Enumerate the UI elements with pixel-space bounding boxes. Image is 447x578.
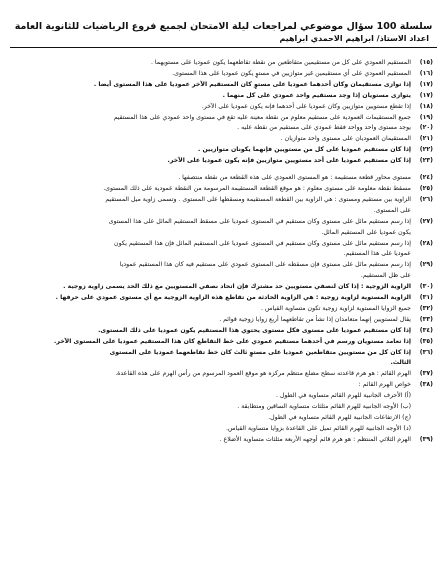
statement-row: [12, 156, 433, 167]
statement-number: [411, 249, 433, 260]
statement-group-1: [12, 58, 433, 167]
statement-text: (أ) الأحرف الجانبية للهرم القائم متساوية في الطول .: [276, 392, 411, 400]
statement-number: (١٥): [419, 59, 433, 66]
statement-row: [12, 58, 433, 69]
statement-number: (٢٣): [419, 157, 433, 165]
statement-row: [12, 134, 433, 145]
statement-row: [12, 435, 433, 446]
statement-row: [12, 380, 433, 391]
statement-row: [12, 80, 433, 91]
statement-number: (٣٤): [419, 326, 433, 334]
statement-number: (٣٨): [419, 381, 433, 389]
statement-text: خواص الهرم القائم :: [358, 381, 411, 389]
statement-number: (٢١): [419, 135, 433, 143]
statement-number: [411, 206, 433, 217]
statement-text: (ج) الارتفاعات الجانبية للهرم القائم متساوية في الطول.: [268, 414, 411, 421]
statement-number: [411, 391, 433, 402]
statement-number: (٢٤): [419, 174, 433, 182]
statement-number: (٣٦): [419, 348, 433, 356]
statement-list: [12, 58, 433, 446]
statement-text: إذا رسم مستقيم مائل على مستوى وكان مستقيم في المستوى عموديا على المستقيم المائل فإن هذا المستقيم يكون: [114, 239, 411, 247]
statement-row: [12, 69, 433, 80]
statement-number: (٢٥): [419, 184, 433, 192]
page-header: [14, 20, 433, 44]
page-title: سلسلة 100 سؤال موضوعي لمراجعات ليلة الامتحان لجميع فروع الرياضيات للثانوية العامة: [14, 21, 433, 32]
statement-text: يقال لمستويين إنهما متعامدان إذا نشأ من تقاطعهما أربع زوايا زوجية قوائم .: [219, 315, 411, 323]
statement-row: [12, 260, 433, 271]
statement-number: (١٧): [419, 91, 433, 99]
statement-row: [12, 173, 433, 184]
author-line: اعداد الاستاذ/ ابراهيم الاحمدي ابراهيم: [279, 34, 429, 43]
statement-number: [411, 358, 433, 369]
statement-number: (٣٢): [419, 304, 433, 312]
statement-row: [12, 113, 433, 124]
statement-row: [12, 282, 433, 293]
statement-text: إذا تعامد مستويان ورسم في أحدهما مستقيم عمودي على خط التقاطع كان هذا المستقيم عموديا على المستوى الآخر.: [54, 337, 411, 345]
statement-number: [411, 228, 433, 239]
statement-number: (٣٧): [419, 370, 433, 378]
statement-number: (٣٠): [419, 283, 433, 291]
statement-number: (٢٨): [419, 239, 433, 247]
statement-number: (٢٢): [419, 146, 433, 154]
statement-row: [12, 228, 433, 239]
statement-text: المستقيم العمودي على أي مستقيمين غير متوازيين في مستوٍ يكون عموديا على هذا المستوى.: [172, 69, 411, 77]
statement-number: (٣٥): [419, 337, 433, 345]
statement-text: مسقط نقطة معلومة على مستوى معلوم : هو موقع القطعة المستقيمة المرسومة من النقطة عمودية على ذلك المستوى.: [103, 184, 411, 192]
statement-row: [12, 239, 433, 250]
statement-text: الثالث.: [390, 359, 411, 367]
statement-text: مستوى محاور قطعة مستقيمة : هو المستوى العمودي على هذه القطعة من نقطة منتصفها .: [178, 174, 411, 182]
statement-row: [12, 145, 433, 156]
statement-text: الزاوية بين مستقيم ومستوى : هي الزاوية بين القطعة المستقيمة ومسقطها على المستوى . وتسمى زاوية ميل المستقيم: [105, 195, 411, 203]
statement-row: [12, 195, 433, 206]
statement-group-2: [12, 173, 433, 446]
statement-row: [12, 123, 433, 134]
statement-row: [12, 424, 433, 435]
statement-row: [12, 402, 433, 413]
statement-row: [12, 249, 433, 260]
statement-text: إذا تقطع مستويين متوازيين وكان عموديا على أحدهما فإنه يكون عموديا على الآخر.: [201, 102, 411, 110]
statement-text: يتوازى مستويان إذا وجد مستقيم واحد عمودي على كل منهما .: [222, 91, 411, 99]
statement-text: إذا كان مستقيم عموديا على كل من مستويين فإنهما يكونان متوازيين .: [197, 146, 411, 154]
statement-row: [12, 206, 433, 217]
statement-row: [12, 184, 433, 195]
statement-text: يوجد مستوى واحد وواحد فقط عمودي على مستقيم من نقطة عليه .: [237, 124, 411, 132]
statement-row: [12, 337, 433, 348]
statement-text: إذا رسم مستقيم مائل على مستوى فإن مسقطه على المستوى عمودي على مستقيم فيه كان هذا المستقيم عموديا: [119, 261, 411, 269]
statement-text: على ظل المستقيم.: [360, 272, 411, 280]
statement-text: على المستوى.: [373, 206, 411, 214]
statement-text: يكون عموديا على المستقيم المائل.: [321, 228, 411, 236]
statement-row: [12, 304, 433, 315]
statement-row: [12, 293, 433, 304]
statement-number: (٢٧): [419, 217, 433, 225]
statement-row: [12, 217, 433, 228]
statement-text: الهرم القائم : هو هرم قاعدته سطح مضلع منتظم مركزه هو موقع العمود المرسوم من رأس الهرم على هذه القاعدة.: [115, 370, 411, 378]
statement-text: (ب) الأوجه الجانبية للهرم القائم مثلثات متساوية الساقين ومتطابقة .: [237, 403, 411, 411]
statement-number: [411, 413, 433, 424]
statement-row: [12, 369, 433, 380]
statement-row: [12, 358, 433, 369]
statement-number: [411, 402, 433, 413]
statement-number: (٣٣): [419, 315, 433, 323]
statement-number: [411, 424, 433, 435]
statement-row: [12, 348, 433, 359]
statement-row: [12, 315, 433, 326]
header-divider: [10, 47, 437, 48]
statement-text: المستقيمان العموديان على مستوى واحد متوازيان .: [280, 135, 411, 143]
statement-number: (٢٩): [419, 261, 433, 269]
statement-text: إذا رسم مستقيم مائل على مستوى وكان مستقيم في المستوى عموديا على مسقط المستقيم المائل على هذا المستوى: [108, 217, 411, 225]
statement-number: (٣١): [419, 294, 433, 302]
statement-number: (١٧): [419, 80, 433, 88]
statement-text: جميع الزوايا المستوية لزاوية زوجية تكون متساوية القياس .: [261, 304, 411, 312]
statement-text: الهرم الثلاثي المنتظم : هو هرم قائم أوجهه الأربعة مثلثات متساوية الأضلاع .: [219, 435, 411, 443]
statement-row: [12, 391, 433, 402]
statement-row: [12, 91, 433, 102]
statement-number: (٢٠): [419, 124, 433, 132]
statement-text: إذا كان مستقيم عموديا على أحد مستويين متوازيين فإنه يكون عموديا على الآخر.: [167, 157, 411, 165]
statement-number: (٣٩): [419, 435, 433, 443]
statement-text: إذا توازى مستقيمان وكان أحدهما عموديا على مستوٍ كان المستقيم الآخر عموديا على هذا المستوى أيضا .: [93, 80, 411, 88]
statement-text: جميع المستقيمات العمودية على مستقيم معلوم من نقطة معينة عليه تقع في مستوى واحد عمودي على هذا المستقيم: [113, 113, 411, 121]
statement-number: (١٩): [419, 113, 433, 121]
statement-row: [12, 413, 433, 424]
statement-text: إذا كان كل من مستويين متقاطعين عموديا على مستوٍ ثالث كان خط تقاطعهما عموديا على المستوى: [109, 348, 411, 356]
statement-number: [411, 271, 433, 282]
statement-number: (١٦): [419, 69, 433, 77]
statement-number: (٢٦): [419, 195, 433, 203]
statement-text: عموديا على هذا المستقيم.: [343, 250, 411, 258]
statement-row: [12, 271, 433, 282]
statement-text: الزاوية الزوجية : إذا كان لنصفي مستويين حد مشترك فإن اتحاد نصفي المستويين مع ذلك الحد يسمى زاوية زوجية .: [63, 283, 411, 291]
statement-row: [12, 102, 433, 113]
statement-number: (١٨): [419, 102, 433, 110]
statement-text: الزاوية المستوية لزاوية زوجية : هي الزاوية الحادثة من تقاطع هذه الزاوية الزوجية مع أي مستوى عمودي على حرفها .: [55, 294, 411, 302]
statement-text: إذا كان مستقيم عموديا على مستوى فكل مستوى يحتوي هذا المستقيم يكون عموديا على ذلك المستوى.: [98, 326, 411, 334]
statement-row: [12, 326, 433, 337]
statement-text: (د) الأوجه الجانبية للهرم القائم تميل على القاعدة بزوايا متساوية القياس.: [226, 424, 411, 432]
statement-text: المستقيم العمودي على كل من مستقيمين متقاطعين من نقطة تقاطعهما يكون عموديا على مستويهما .: [150, 59, 411, 66]
